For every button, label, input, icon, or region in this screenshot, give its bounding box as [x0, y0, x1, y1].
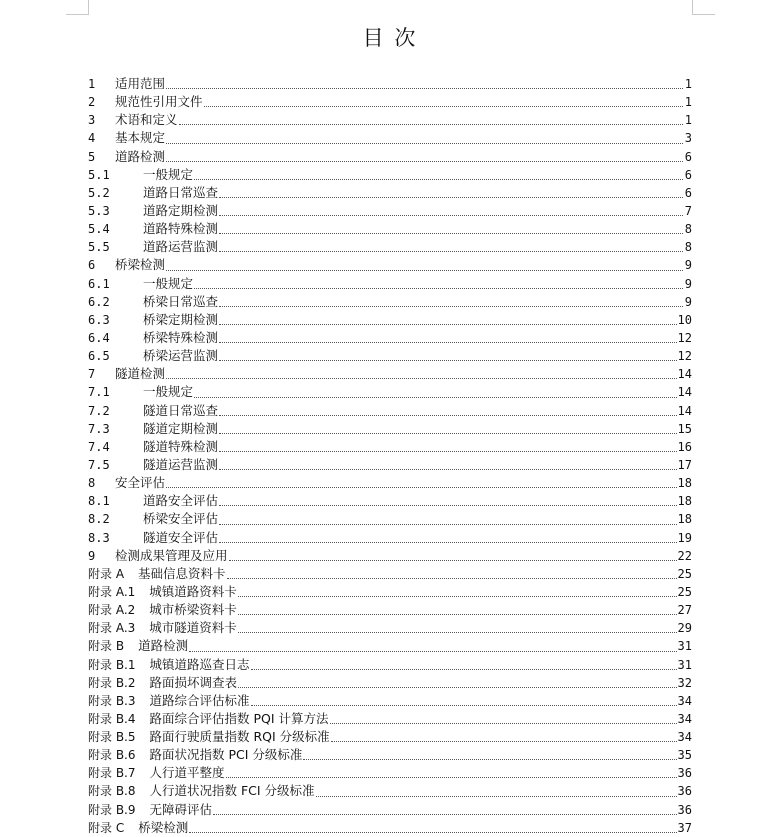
toc-entry-title: 道路综合评估标准 — [149, 692, 250, 708]
toc-entry-number: 7.2 — [88, 403, 110, 418]
toc-entry-title: 桥梁安全评估 — [143, 511, 219, 527]
toc-entry[interactable] — [88, 656, 692, 674]
toc-entry-title: 桥梁定期检测 — [143, 311, 219, 327]
toc-entry-page: 32 — [677, 675, 692, 690]
toc-entry[interactable] — [88, 347, 692, 365]
toc-entry-page: 8 — [684, 222, 692, 237]
toc-entry-page: 19 — [677, 530, 692, 545]
toc-entry-page: 14 — [677, 367, 692, 382]
toc-entry-title: 城镇道路巡查日志 — [149, 656, 250, 672]
toc-entry-title: 隧道日常巡查 — [143, 402, 219, 418]
toc-leader-dots — [189, 647, 676, 652]
toc-entry-title: 道路定期检测 — [143, 202, 219, 218]
toc-entry-number: 5.1 — [88, 167, 110, 182]
toc-entry-page: 16 — [677, 439, 692, 454]
toc-entry-page: 15 — [677, 421, 692, 436]
toc-entry[interactable] — [88, 365, 692, 383]
toc-entry-title: 道路安全评估 — [143, 493, 219, 509]
toc-leader-dots — [194, 175, 683, 180]
toc-entry-page: 18 — [677, 494, 692, 509]
toc-entry-title: 隧道特殊检测 — [143, 438, 219, 454]
toc-leader-dots — [219, 520, 677, 525]
toc-entry-title: 路面损坏调查表 — [149, 674, 238, 690]
toc-entry-number: 6 — [88, 258, 96, 273]
toc-entry-page: 36 — [677, 766, 692, 781]
toc-entry-page: 34 — [677, 693, 692, 708]
toc-entry[interactable] — [88, 75, 692, 93]
toc-leader-dots — [166, 483, 677, 488]
toc-entry-number: 3 — [88, 113, 96, 128]
toc-entry-title: 隧道检测 — [115, 366, 166, 382]
toc-entry-number: 6.3 — [88, 312, 110, 327]
toc-entry-number: 附录 A.2 — [88, 603, 136, 618]
toc-entry-number: 附录 B.8 — [88, 784, 136, 799]
toc-entry[interactable] — [88, 637, 692, 655]
toc-entry[interactable] — [88, 819, 692, 837]
toc-entry[interactable] — [88, 220, 692, 238]
toc-entry[interactable] — [88, 311, 692, 329]
toc-entry-title: 无障碍评估 — [149, 801, 213, 817]
toc-entry-number: 5.2 — [88, 185, 110, 200]
toc-entry-title: 道路检测 — [115, 148, 166, 164]
toc-entry-number: 附录 C — [88, 820, 125, 835]
toc-leader-dots — [219, 501, 677, 506]
toc-entry-page: 8 — [684, 240, 692, 255]
toc-entry-number: 8 — [88, 476, 96, 491]
toc-entry[interactable] — [88, 746, 692, 764]
toc-entry-number: 附录 B.7 — [88, 766, 136, 781]
toc-entry[interactable] — [88, 329, 692, 347]
toc-entry-page: 34 — [677, 730, 692, 745]
toc-entry-number: 2 — [88, 95, 96, 110]
toc-entry[interactable] — [88, 111, 692, 129]
toc-entry-page: 22 — [677, 548, 692, 563]
toc-entry-title: 桥梁特殊检测 — [143, 329, 219, 345]
toc-entry-number: 5.4 — [88, 222, 110, 237]
toc-entry-page: 36 — [677, 802, 692, 817]
toc-entry-title: 桥梁日常巡查 — [143, 293, 219, 309]
toc-entry-number: 附录 B.2 — [88, 675, 136, 690]
toc-entry-number: 6.4 — [88, 330, 110, 345]
toc-entry-page: 9 — [684, 294, 692, 309]
toc-entry-page: 9 — [684, 258, 692, 273]
toc-entry[interactable] — [88, 256, 692, 274]
toc-leader-dots — [227, 574, 677, 579]
toc-entry[interactable] — [88, 547, 692, 565]
toc-leader-dots — [330, 719, 677, 724]
toc-entry-number: 7.1 — [88, 385, 110, 400]
toc-leader-dots — [166, 374, 677, 379]
toc-leader-dots — [219, 447, 677, 452]
toc-entry-number: 6.2 — [88, 294, 110, 309]
toc-entry-title: 隧道定期检测 — [143, 420, 219, 436]
toc-entry-page: 9 — [684, 276, 692, 291]
toc-entry-number: 7.4 — [88, 439, 110, 454]
toc-leader-dots — [204, 102, 683, 107]
toc-leader-dots — [219, 411, 677, 416]
toc-leader-dots — [251, 701, 677, 706]
toc-entry-page: 27 — [677, 603, 692, 618]
toc-entry-title: 桥梁运营监测 — [143, 348, 219, 364]
toc-entry[interactable] — [88, 710, 692, 728]
toc-entry-number: 5.5 — [88, 240, 110, 255]
toc-entry-page: 6 — [684, 149, 692, 164]
toc-entry-page: 1 — [684, 77, 692, 91]
toc-entry-page: 12 — [677, 349, 692, 364]
toc-entry-page: 37 — [677, 820, 692, 835]
toc-entry[interactable] — [88, 275, 692, 293]
toc-entry-number: 附录 B.6 — [88, 748, 136, 763]
toc-leader-dots — [219, 465, 677, 470]
toc-leader-dots — [331, 737, 677, 742]
toc-leader-dots — [219, 302, 683, 307]
toc-leader-dots — [189, 828, 676, 833]
toc-leader-dots — [238, 683, 677, 688]
toc-leader-dots — [213, 810, 677, 815]
toc-entry-page: 18 — [677, 476, 692, 491]
toc-title: 目 次 — [362, 26, 418, 50]
toc-entry-number: 7.5 — [88, 457, 110, 472]
toc-entry[interactable] — [88, 438, 692, 456]
toc-entry-page: 1 — [684, 95, 692, 110]
toc-entry-number: 8.1 — [88, 494, 110, 509]
toc-entry-title: 安全评估 — [115, 475, 166, 491]
toc-leader-dots — [219, 338, 677, 343]
table-of-contents — [88, 75, 692, 837]
toc-entry-title: 人行道状况指数 FCI 分级标准 — [149, 783, 315, 799]
toc-entry-page: 6 — [684, 167, 692, 182]
toc-entry[interactable] — [88, 148, 692, 166]
toc-entry-number: 附录 A.3 — [88, 621, 136, 636]
toc-entry[interactable] — [88, 184, 692, 202]
toc-entry-number: 附录 B.9 — [88, 802, 136, 817]
toc-entry-number: 9 — [88, 548, 96, 563]
toc-entry[interactable] — [88, 402, 692, 420]
toc-leader-dots — [219, 211, 683, 216]
toc-entry-title: 道路日常巡查 — [143, 184, 219, 200]
toc-entry-title: 一般规定 — [143, 275, 194, 291]
toc-entry[interactable] — [88, 801, 692, 819]
toc-entry[interactable] — [88, 782, 692, 800]
toc-entry-title: 术语和定义 — [115, 112, 178, 128]
toc-leader-dots — [179, 120, 683, 125]
toc-entry-title: 隧道安全评估 — [143, 529, 219, 545]
toc-entry-page: 34 — [677, 711, 692, 726]
toc-entry[interactable] — [88, 202, 692, 220]
toc-entry-page: 14 — [677, 385, 692, 400]
toc-entry-number: 附录 B — [88, 639, 125, 654]
toc-entry-page: 31 — [677, 639, 692, 654]
toc-entry-title: 隧道运营监测 — [143, 456, 219, 472]
toc-entry-title: 基础信息资料卡 — [138, 565, 226, 581]
toc-entry-page: 29 — [677, 621, 692, 636]
toc-entry-page: 12 — [677, 330, 692, 345]
toc-entry[interactable] — [88, 93, 692, 111]
toc-entry[interactable] — [88, 456, 692, 474]
toc-entry-title: 检测成果管理及应用 — [115, 547, 228, 563]
toc-leader-dots — [219, 247, 683, 252]
toc-entry[interactable] — [88, 293, 692, 311]
toc-entry[interactable] — [88, 583, 692, 601]
toc-leader-dots — [238, 628, 677, 633]
toc-entry[interactable] — [88, 420, 692, 438]
toc-leader-dots — [166, 84, 683, 89]
toc-entry-number: 附录 B.3 — [88, 693, 136, 708]
toc-leader-dots — [194, 284, 683, 289]
toc-entry-title: 桥梁检测 — [115, 257, 166, 273]
toc-leader-dots — [219, 193, 683, 198]
toc-leader-dots — [303, 755, 676, 760]
toc-entry[interactable] — [88, 238, 692, 256]
toc-entry-page: 25 — [677, 584, 692, 599]
toc-entry[interactable] — [88, 510, 692, 528]
toc-entry[interactable] — [88, 565, 692, 583]
toc-entry-title: 基本规定 — [115, 130, 166, 146]
toc-entry-number: 1 — [88, 77, 96, 91]
toc-entry[interactable] — [88, 129, 692, 147]
toc-leader-dots — [219, 229, 683, 234]
toc-entry-title: 一般规定 — [143, 384, 194, 400]
toc-entry-number: 附录 B.5 — [88, 730, 136, 745]
toc-leader-dots — [219, 429, 677, 434]
toc-leader-dots — [166, 157, 683, 162]
toc-entry-page: 3 — [684, 131, 692, 146]
toc-leader-dots — [316, 792, 677, 797]
toc-entry-number: 6.5 — [88, 349, 110, 364]
toc-entry-title: 城市桥梁资料卡 — [149, 602, 237, 618]
toc-leader-dots — [219, 538, 677, 543]
toc-entry-page: 7 — [684, 203, 692, 218]
toc-entry-title: 道路特殊检测 — [143, 221, 219, 237]
toc-entry-title: 一般规定 — [143, 166, 194, 182]
toc-entry-number: 附录 A — [88, 566, 125, 581]
toc-entry[interactable] — [88, 474, 692, 492]
toc-entry-number: 4 — [88, 131, 96, 146]
toc-entry-number: 8.2 — [88, 512, 110, 527]
toc-entry-title: 规范性引用文件 — [115, 94, 203, 110]
toc-entry[interactable] — [88, 529, 692, 547]
toc-entry-title: 城市隧道资料卡 — [149, 620, 237, 636]
toc-entry-title: 路面综合评估指数 PQI 计算方法 — [149, 710, 329, 726]
toc-entry-page: 6 — [684, 185, 692, 200]
toc-entry-page: 25 — [677, 566, 692, 581]
toc-entry-title: 人行道平整度 — [149, 765, 225, 781]
toc-entry-title: 城镇道路资料卡 — [149, 583, 237, 599]
toc-entry-number: 附录 A.1 — [88, 584, 136, 599]
toc-entry-number: 7 — [88, 367, 96, 382]
toc-entry[interactable] — [88, 764, 692, 782]
toc-leader-dots — [219, 356, 677, 361]
toc-entry[interactable] — [88, 728, 692, 746]
toc-entry-title: 路面行驶质量指数 RQI 分级标准 — [149, 729, 330, 745]
toc-entry[interactable] — [88, 692, 692, 710]
toc-entry-number: 7.3 — [88, 421, 110, 436]
toc-leader-dots — [226, 773, 677, 778]
toc-leader-dots — [238, 592, 677, 597]
toc-entry-page: 18 — [677, 512, 692, 527]
toc-leader-dots — [229, 556, 677, 561]
toc-entry-page: 36 — [677, 784, 692, 799]
toc-entry[interactable] — [88, 619, 692, 637]
toc-leader-dots — [166, 266, 683, 271]
toc-entry-page: 1 — [684, 113, 692, 128]
toc-leader-dots — [238, 610, 677, 615]
toc-entry-number: 8.3 — [88, 530, 110, 545]
toc-leader-dots — [194, 393, 677, 398]
toc-leader-dots — [219, 320, 677, 325]
toc-entry[interactable] — [88, 383, 692, 401]
page-corner-mark-right — [692, 0, 715, 15]
toc-entry[interactable] — [88, 601, 692, 619]
toc-entry-page: 14 — [677, 403, 692, 418]
toc-entry-page: 10 — [677, 312, 692, 327]
toc-leader-dots — [166, 139, 683, 144]
toc-entry-page: 17 — [677, 457, 692, 472]
toc-entry-title: 路面状况指数 PCI 分级标准 — [149, 747, 303, 763]
toc-entry-title: 桥梁检测 — [138, 819, 189, 835]
toc-entry-number: 5.3 — [88, 203, 110, 218]
toc-entry-number: 6.1 — [88, 276, 110, 291]
toc-entry-title: 适用范围 — [115, 76, 166, 91]
toc-entry-number: 附录 B.1 — [88, 657, 136, 672]
toc-entry-title: 道路检测 — [138, 638, 189, 654]
toc-entry-page: 35 — [677, 748, 692, 763]
toc-leader-dots — [251, 665, 677, 670]
toc-entry-page: 31 — [677, 657, 692, 672]
toc-entry[interactable] — [88, 166, 692, 184]
page-corner-mark-left — [66, 0, 89, 15]
toc-entry[interactable] — [88, 674, 692, 692]
toc-entry-number: 5 — [88, 149, 96, 164]
toc-entry-title: 道路运营监测 — [143, 239, 219, 255]
toc-entry[interactable] — [88, 492, 692, 510]
toc-entry-number: 附录 B.4 — [88, 711, 136, 726]
